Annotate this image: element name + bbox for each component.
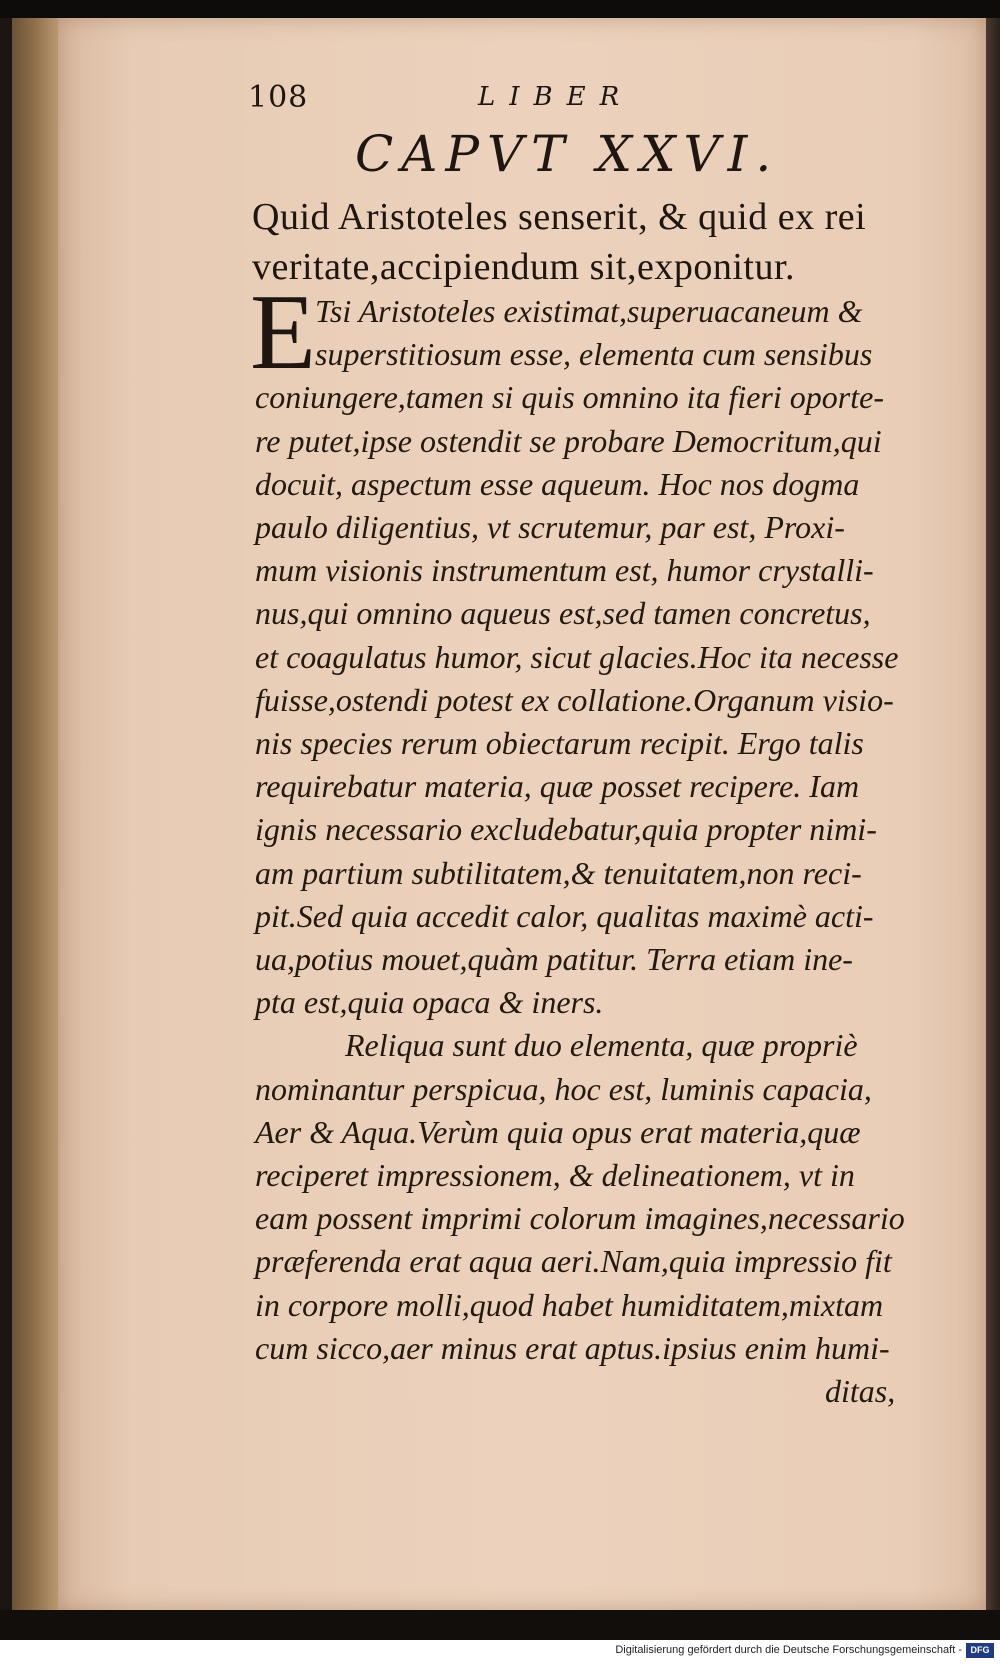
- subtitle-line: veritate,accipiendum sit,exponitur.: [252, 246, 796, 288]
- body-line: pit.Sed quia accedit calor, qualitas maximè acti-: [255, 897, 874, 934]
- body-line: Tsi Aristoteles existimat,superuacaneum &: [315, 293, 863, 329]
- body-line: coniungere,tamen si quis omnino ita fieri oporte-: [255, 379, 884, 416]
- dfg-logo: DFG: [966, 1643, 994, 1658]
- body-line: reciperet impressionem, & delineationem, vt in: [255, 1157, 855, 1193]
- body-line: paulo diligentius, vt scrutemur, par est, Proxi-: [255, 509, 845, 545]
- scan-bottom-edge: [0, 1610, 1000, 1640]
- body-line: re putet,ipse ostendit se probare Democritum,qui: [255, 422, 882, 459]
- running-head: LIBER: [478, 82, 634, 112]
- body-line: ignis necessario excludebatur,quia propter nimi-: [255, 811, 877, 848]
- body-line: pta est,quia opaca & iners.: [255, 984, 604, 1021]
- body-line: am partium subtilitatem,& tenuitatem,non reci-: [255, 854, 862, 891]
- body-line: nis species rerum obiectarum recipit. Ergo talis: [255, 725, 864, 761]
- footer-credit: Digitalisierung gefördert durch die Deutsche Forschungsgemeinschaft -: [615, 1644, 962, 1656]
- chapter-subtitle: [252, 192, 952, 292]
- body-line: docuit, aspectum esse aqueum. Hoc nos dogma: [255, 465, 860, 502]
- chapter-title: CAPVT XXVI.: [355, 125, 780, 183]
- subtitle-line: Quid Aristoteles senserit, & quid ex rei: [252, 196, 867, 238]
- body-line: Reliqua sunt duo elementa, quæ propriè: [345, 1027, 858, 1064]
- body-line: ua,potius mouet,quàm patitur. Terra etiam ine-: [255, 941, 853, 977]
- body-line: requirebatur materia, quæ posset recipere. Iam: [255, 768, 860, 805]
- page-right-edge: [986, 18, 1000, 1613]
- body-line: præferenda erat aqua aeri.Nam,quia impressio fit: [255, 1243, 892, 1280]
- body-line: cum sicco,aer minus erat aptus.ipsius enim humi-: [255, 1329, 890, 1366]
- body-line: superstitiosum esse, elementa cum sensibus: [315, 336, 873, 373]
- digitization-footer: [0, 1641, 1000, 1665]
- body-line: nominantur perspicua, hoc est, luminis capacia,: [255, 1070, 872, 1107]
- body-line: ditas,: [825, 1373, 896, 1409]
- drop-cap: E: [250, 273, 316, 392]
- body-line: mum visionis instrumentum est, humor crystalli-: [255, 552, 874, 589]
- page-number: 108: [248, 80, 309, 115]
- body-line: et coagulatus humor, sicut glacies.Hoc ita necesse: [255, 638, 899, 675]
- body-line: eam possent imprimi colorum imagines,necessario: [255, 1200, 905, 1237]
- page-header: [248, 80, 948, 124]
- body-line: fuisse,ostendi potest ex collatione.Organum visio-: [255, 681, 894, 718]
- body-line: in corpore molli,quod habet humiditatem,mixtam: [255, 1286, 884, 1323]
- body-line: Aer & Aqua.Verùm quia opus erat materia,quæ: [255, 1113, 861, 1150]
- scan-top-edge: [0, 0, 1000, 18]
- body-line: nus,qui omnino aqueus est,sed tamen concretus,: [255, 595, 871, 632]
